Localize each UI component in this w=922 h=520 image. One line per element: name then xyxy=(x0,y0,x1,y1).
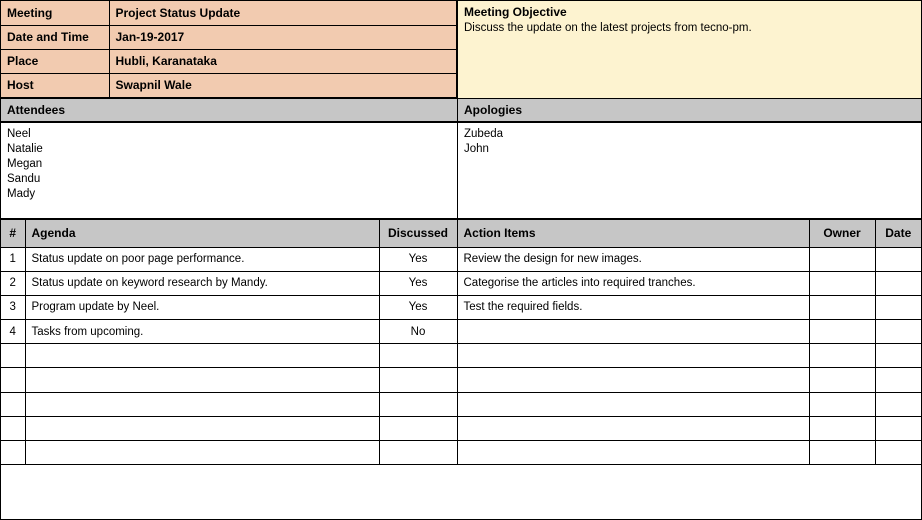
column-header-owner: Owner xyxy=(809,219,875,247)
column-header-action-items: Action Items xyxy=(457,219,809,247)
cell-owner[interactable] xyxy=(809,344,875,368)
table-row xyxy=(1,247,921,271)
table-row xyxy=(1,25,457,49)
cell-discussed[interactable]: Yes xyxy=(379,247,457,271)
cell-number: 4 xyxy=(1,320,25,344)
meeting-label: Meeting xyxy=(1,1,109,25)
table-row xyxy=(1,392,921,416)
cell-number: 1 xyxy=(1,247,25,271)
cell-discussed[interactable] xyxy=(379,344,457,368)
attendees-header: Attendees xyxy=(7,102,66,117)
list-item: Neel xyxy=(7,127,31,140)
cell-date[interactable] xyxy=(875,247,921,271)
table-row xyxy=(1,441,921,465)
cell-discussed[interactable] xyxy=(379,416,457,440)
host-value[interactable]: Swapnil Wale xyxy=(109,73,457,97)
cell-action-item[interactable]: Categorise the articles into required tranches. xyxy=(457,271,809,295)
cell-action-item[interactable] xyxy=(457,441,809,465)
cell-owner[interactable] xyxy=(809,441,875,465)
cell-agenda[interactable]: Tasks from upcoming. xyxy=(25,320,379,344)
cell-date[interactable] xyxy=(875,416,921,440)
cell-discussed[interactable]: Yes xyxy=(379,295,457,319)
cell-number: 3 xyxy=(1,295,25,319)
cell-agenda[interactable] xyxy=(25,392,379,416)
apologies-list[interactable] xyxy=(457,123,921,218)
cell-number xyxy=(1,441,25,465)
list-item: Zubeda xyxy=(464,127,504,140)
cell-owner[interactable] xyxy=(809,368,875,392)
apologies-header: Apologies xyxy=(457,99,921,121)
table-row xyxy=(1,49,457,73)
cell-date[interactable] xyxy=(875,295,921,319)
place-label: Place xyxy=(1,49,109,73)
cell-number xyxy=(1,416,25,440)
list-item: Natalie xyxy=(7,142,43,155)
list-item: John xyxy=(464,142,489,155)
cell-number xyxy=(1,392,25,416)
meeting-info-block xyxy=(1,1,457,98)
column-header-number: # xyxy=(1,219,25,247)
cell-date[interactable] xyxy=(875,344,921,368)
cell-owner[interactable] xyxy=(809,416,875,440)
cell-discussed[interactable] xyxy=(379,392,457,416)
place-value[interactable]: Hubli, Karanataka xyxy=(109,49,457,73)
cell-agenda[interactable] xyxy=(25,416,379,440)
cell-owner[interactable] xyxy=(809,392,875,416)
meeting-value[interactable]: Project Status Update xyxy=(109,1,457,25)
cell-owner[interactable] xyxy=(809,295,875,319)
table-row xyxy=(1,295,921,319)
cell-agenda[interactable]: Status update on poor page performance. xyxy=(25,247,379,271)
cell-number xyxy=(1,344,25,368)
attendees-list[interactable] xyxy=(1,123,457,218)
agenda-action-items-table xyxy=(1,219,921,466)
cell-discussed[interactable]: Yes xyxy=(379,271,457,295)
cell-number xyxy=(1,368,25,392)
cell-agenda[interactable]: Program update by Neel. xyxy=(25,295,379,319)
cell-owner[interactable] xyxy=(809,320,875,344)
table-row xyxy=(1,320,921,344)
cell-date[interactable] xyxy=(875,271,921,295)
column-header-agenda: Agenda xyxy=(25,219,379,247)
host-label: Host xyxy=(1,73,109,97)
column-header-date: Date xyxy=(875,219,921,247)
list-item: Megan xyxy=(7,157,43,170)
table-row xyxy=(1,271,921,295)
meeting-objective-title: Meeting Objective xyxy=(464,5,567,19)
table-row xyxy=(1,368,921,392)
table-row xyxy=(1,1,457,25)
cell-agenda[interactable] xyxy=(25,344,379,368)
cell-discussed[interactable] xyxy=(379,441,457,465)
cell-action-item[interactable]: Test the required fields. xyxy=(457,295,809,319)
cell-action-item[interactable] xyxy=(457,344,809,368)
meeting-objective-block[interactable] xyxy=(457,1,921,98)
table-row xyxy=(1,344,921,368)
cell-number: 2 xyxy=(1,271,25,295)
cell-date[interactable] xyxy=(875,368,921,392)
cell-action-item[interactable] xyxy=(457,392,809,416)
cell-date[interactable] xyxy=(875,441,921,465)
attendees-apologies-body-row xyxy=(1,123,921,219)
cell-agenda[interactable]: Status update on keyword research by Mandy. xyxy=(25,271,379,295)
list-item: Mady xyxy=(7,187,36,200)
list-item: Sandu xyxy=(7,172,41,185)
meeting-objective-text: Discuss the update on the latest projects from tecno-pm. xyxy=(464,22,752,34)
cell-date[interactable] xyxy=(875,320,921,344)
cell-action-item[interactable]: Review the design for new images. xyxy=(457,247,809,271)
table-header-row xyxy=(1,219,921,247)
date-time-label: Date and Time xyxy=(1,25,109,49)
cell-discussed[interactable] xyxy=(379,368,457,392)
cell-discussed[interactable]: No xyxy=(379,320,457,344)
cell-action-item[interactable] xyxy=(457,320,809,344)
column-header-discussed: Discussed xyxy=(379,219,457,247)
meeting-info-table xyxy=(1,1,457,98)
date-time-value[interactable]: Jan-19-2017 xyxy=(109,25,457,49)
top-section xyxy=(1,1,921,98)
cell-agenda[interactable] xyxy=(25,368,379,392)
cell-date[interactable] xyxy=(875,392,921,416)
cell-action-item[interactable] xyxy=(457,416,809,440)
attendees-apologies-header-row xyxy=(1,98,921,123)
cell-agenda[interactable] xyxy=(25,441,379,465)
cell-action-item[interactable] xyxy=(457,368,809,392)
table-row xyxy=(1,416,921,440)
cell-owner[interactable] xyxy=(809,247,875,271)
cell-owner[interactable] xyxy=(809,271,875,295)
table-row xyxy=(1,73,457,97)
